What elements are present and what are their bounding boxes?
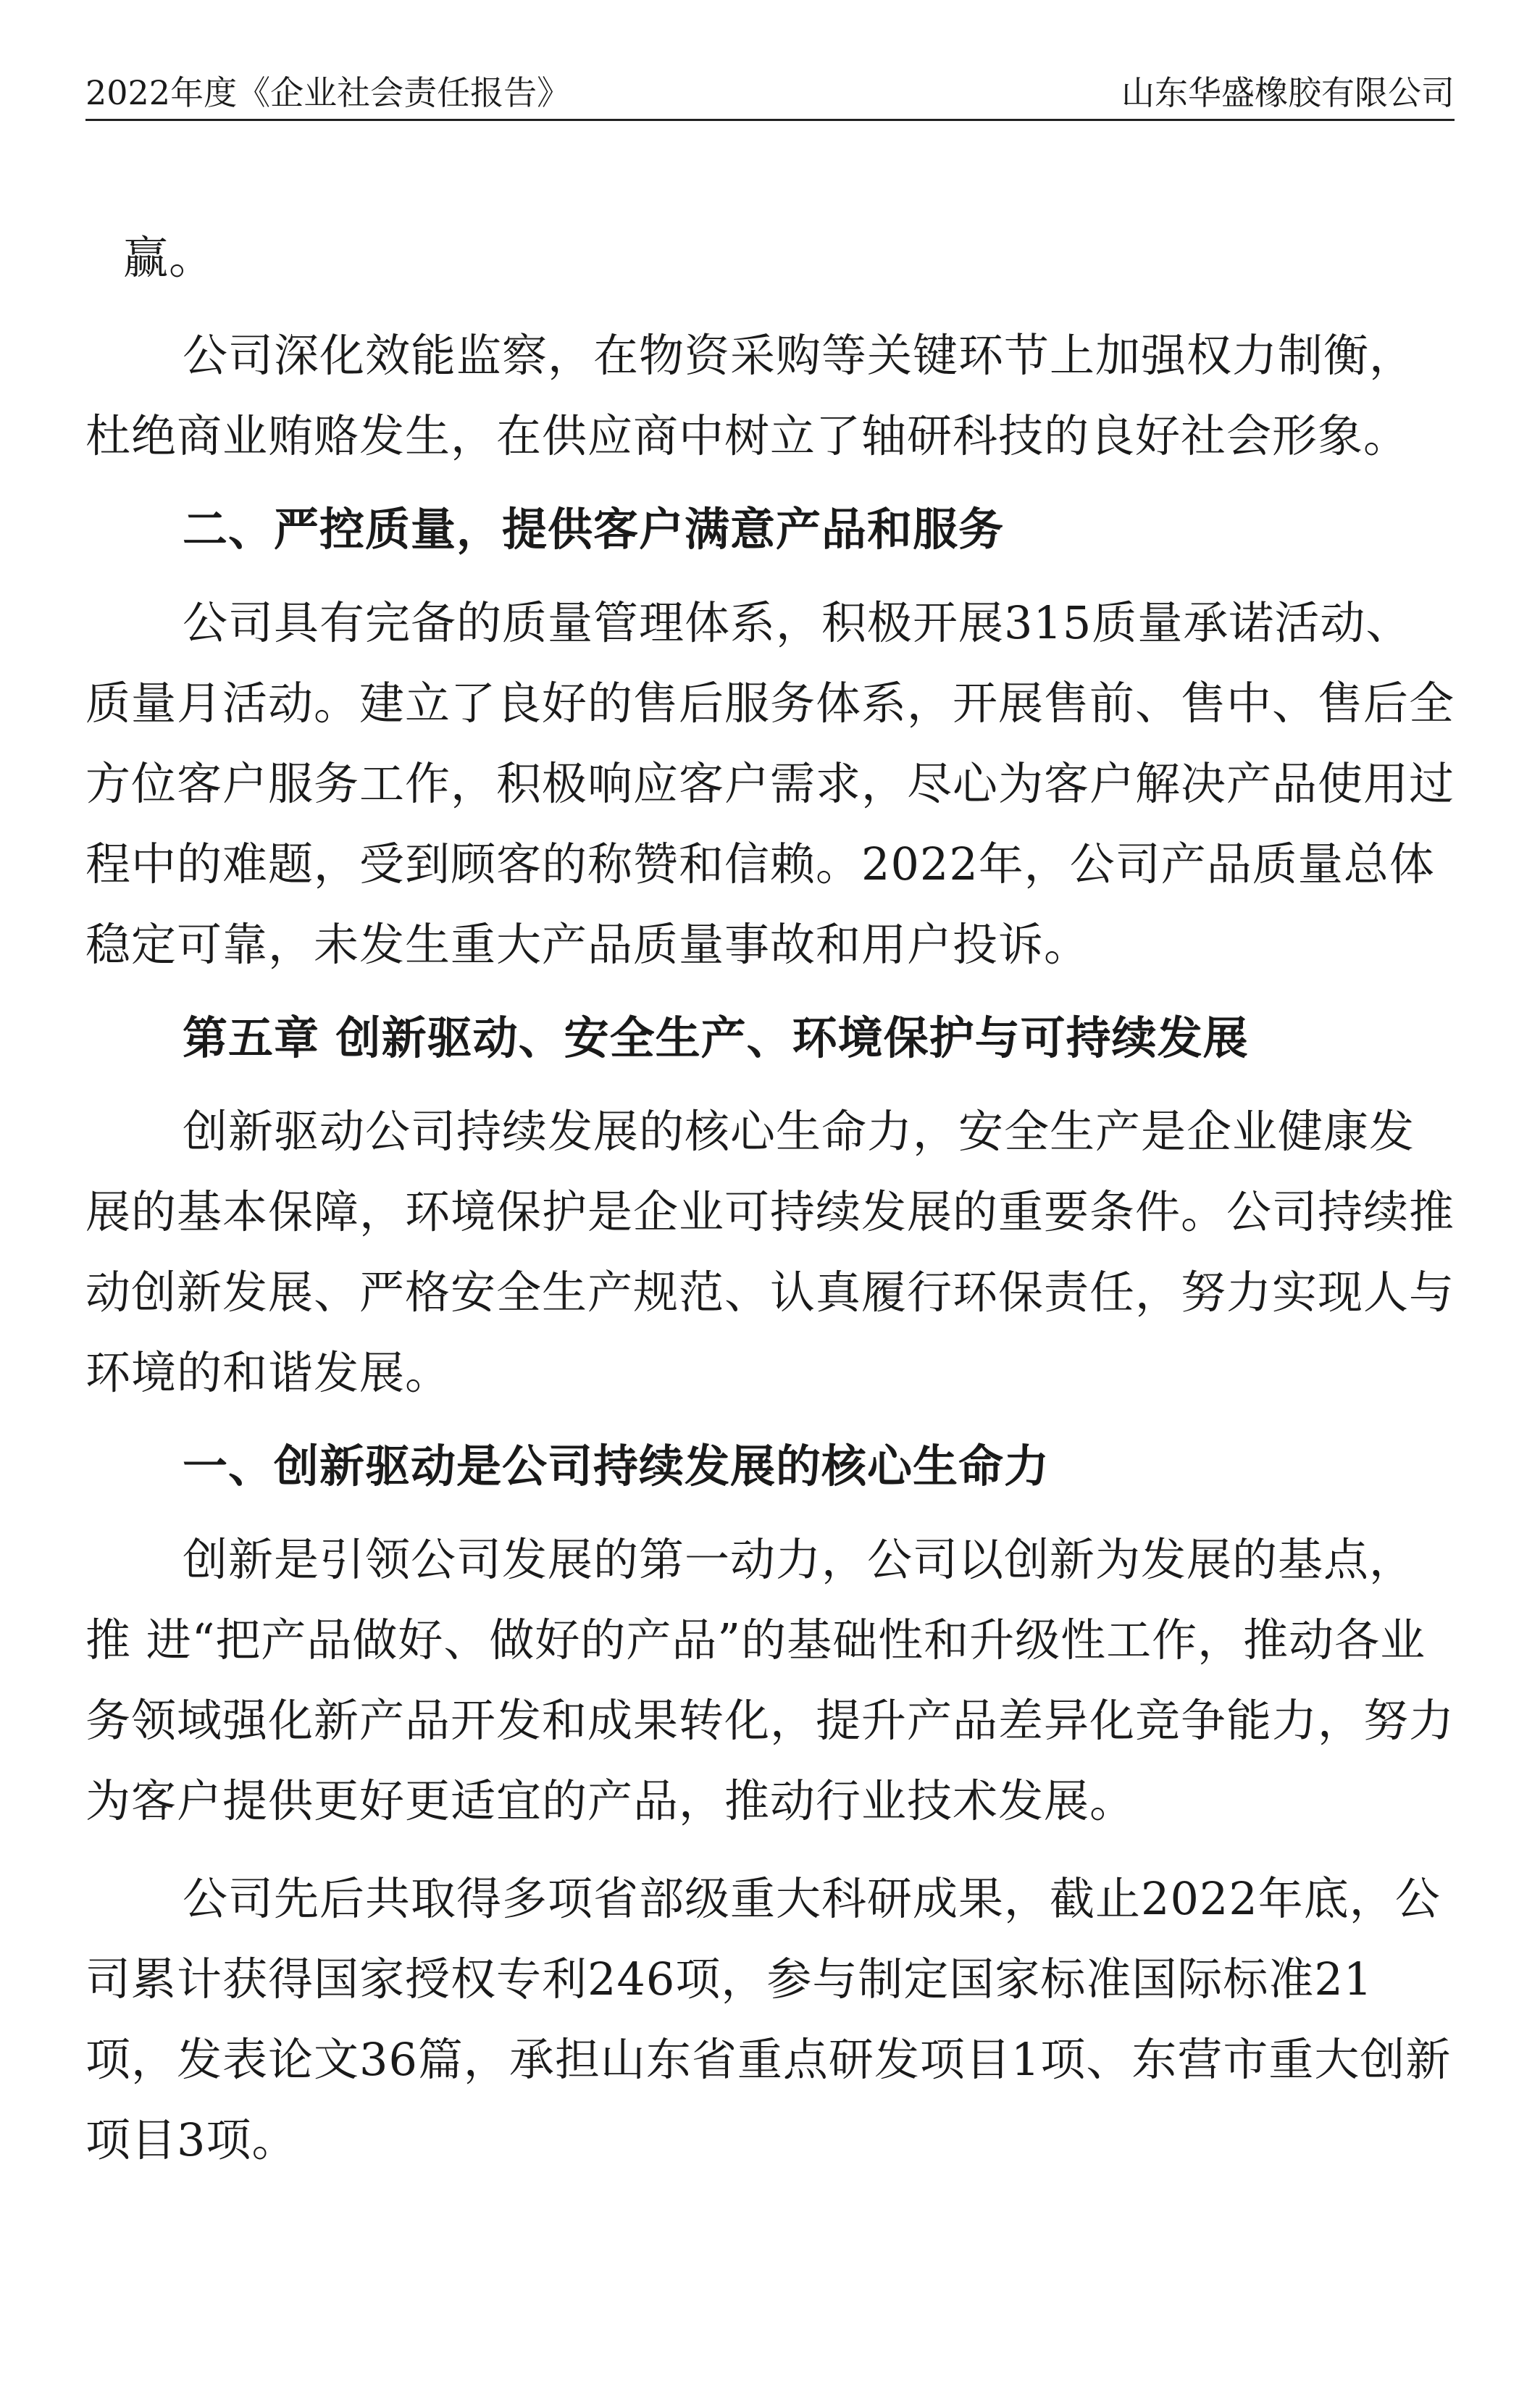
section-heading-quality: 二、严控质量，提供客户满意产品和服务: [183, 503, 1005, 556]
company-name: 山东华盛橡胶有限公司: [1121, 73, 1455, 112]
report-title: 2022年度《企业社会责任报告》: [85, 73, 571, 112]
page-header: [85, 67, 1455, 121]
paragraph-chapter-intro: 创新驱动公司持续发展的核心生命力，安全生产是企业健康发展的基本保障，环境保护是企业可持续发展的重要条件。公司持续推动创新发展、严格安全生产规范、认真履行环保责任，努力实现人与环境的和谐发展。: [85, 1105, 1455, 1399]
paragraph-innovation: 创新是引领公司发展的第一动力，公司以创新为发展的基点，推 进“把产品做好、做好的产品”的基础性和升级性工作，推动各业务领域强化新产品开发和成果转化，提升产品差异化竞争能力，努力为客户提供更好更适宜的产品，推动行业技术发展。: [85, 1533, 1455, 1827]
chapter-heading: 第五章 创新驱动、安全生产、环境保护与可持续发展: [183, 1011, 1249, 1064]
paragraph-continuation: 赢。: [123, 231, 215, 284]
page-body: [85, 217, 1455, 2180]
paragraph-supervision: 公司深化效能监察，在物资采购等关键环节上加强权力制衡，杜绝商业贿赂发生，在供应商中树立了轴研科技的良好社会形象。: [85, 329, 1415, 462]
section-heading-innovation: 一、创新驱动是公司持续发展的核心生命力: [183, 1440, 1050, 1493]
paragraph-quality: 公司具有完备的质量管理体系，积极开展315质量承诺活动、质量月活动。建立了良好的售后服务体系，开展售前、售中、售后全方位客户服务工作，积极响应客户需求，尽心为客户解决产品使用过程中的难题，受到顾客的称赞和信赖。2022年，公司产品质量总体稳定可靠，未发生重大产品质量事故和用户投诉。: [85, 596, 1455, 971]
paragraph-achievements: 公司先后共取得多项省部级重大科研成果，截止2022年底，公司累计获得国家授权专利246项，参与制定国家标准国际标准21项，发表论文36篇，承担山东省重点研发项目1项、东营市重大创新项目3项。: [85, 1872, 1452, 2166]
